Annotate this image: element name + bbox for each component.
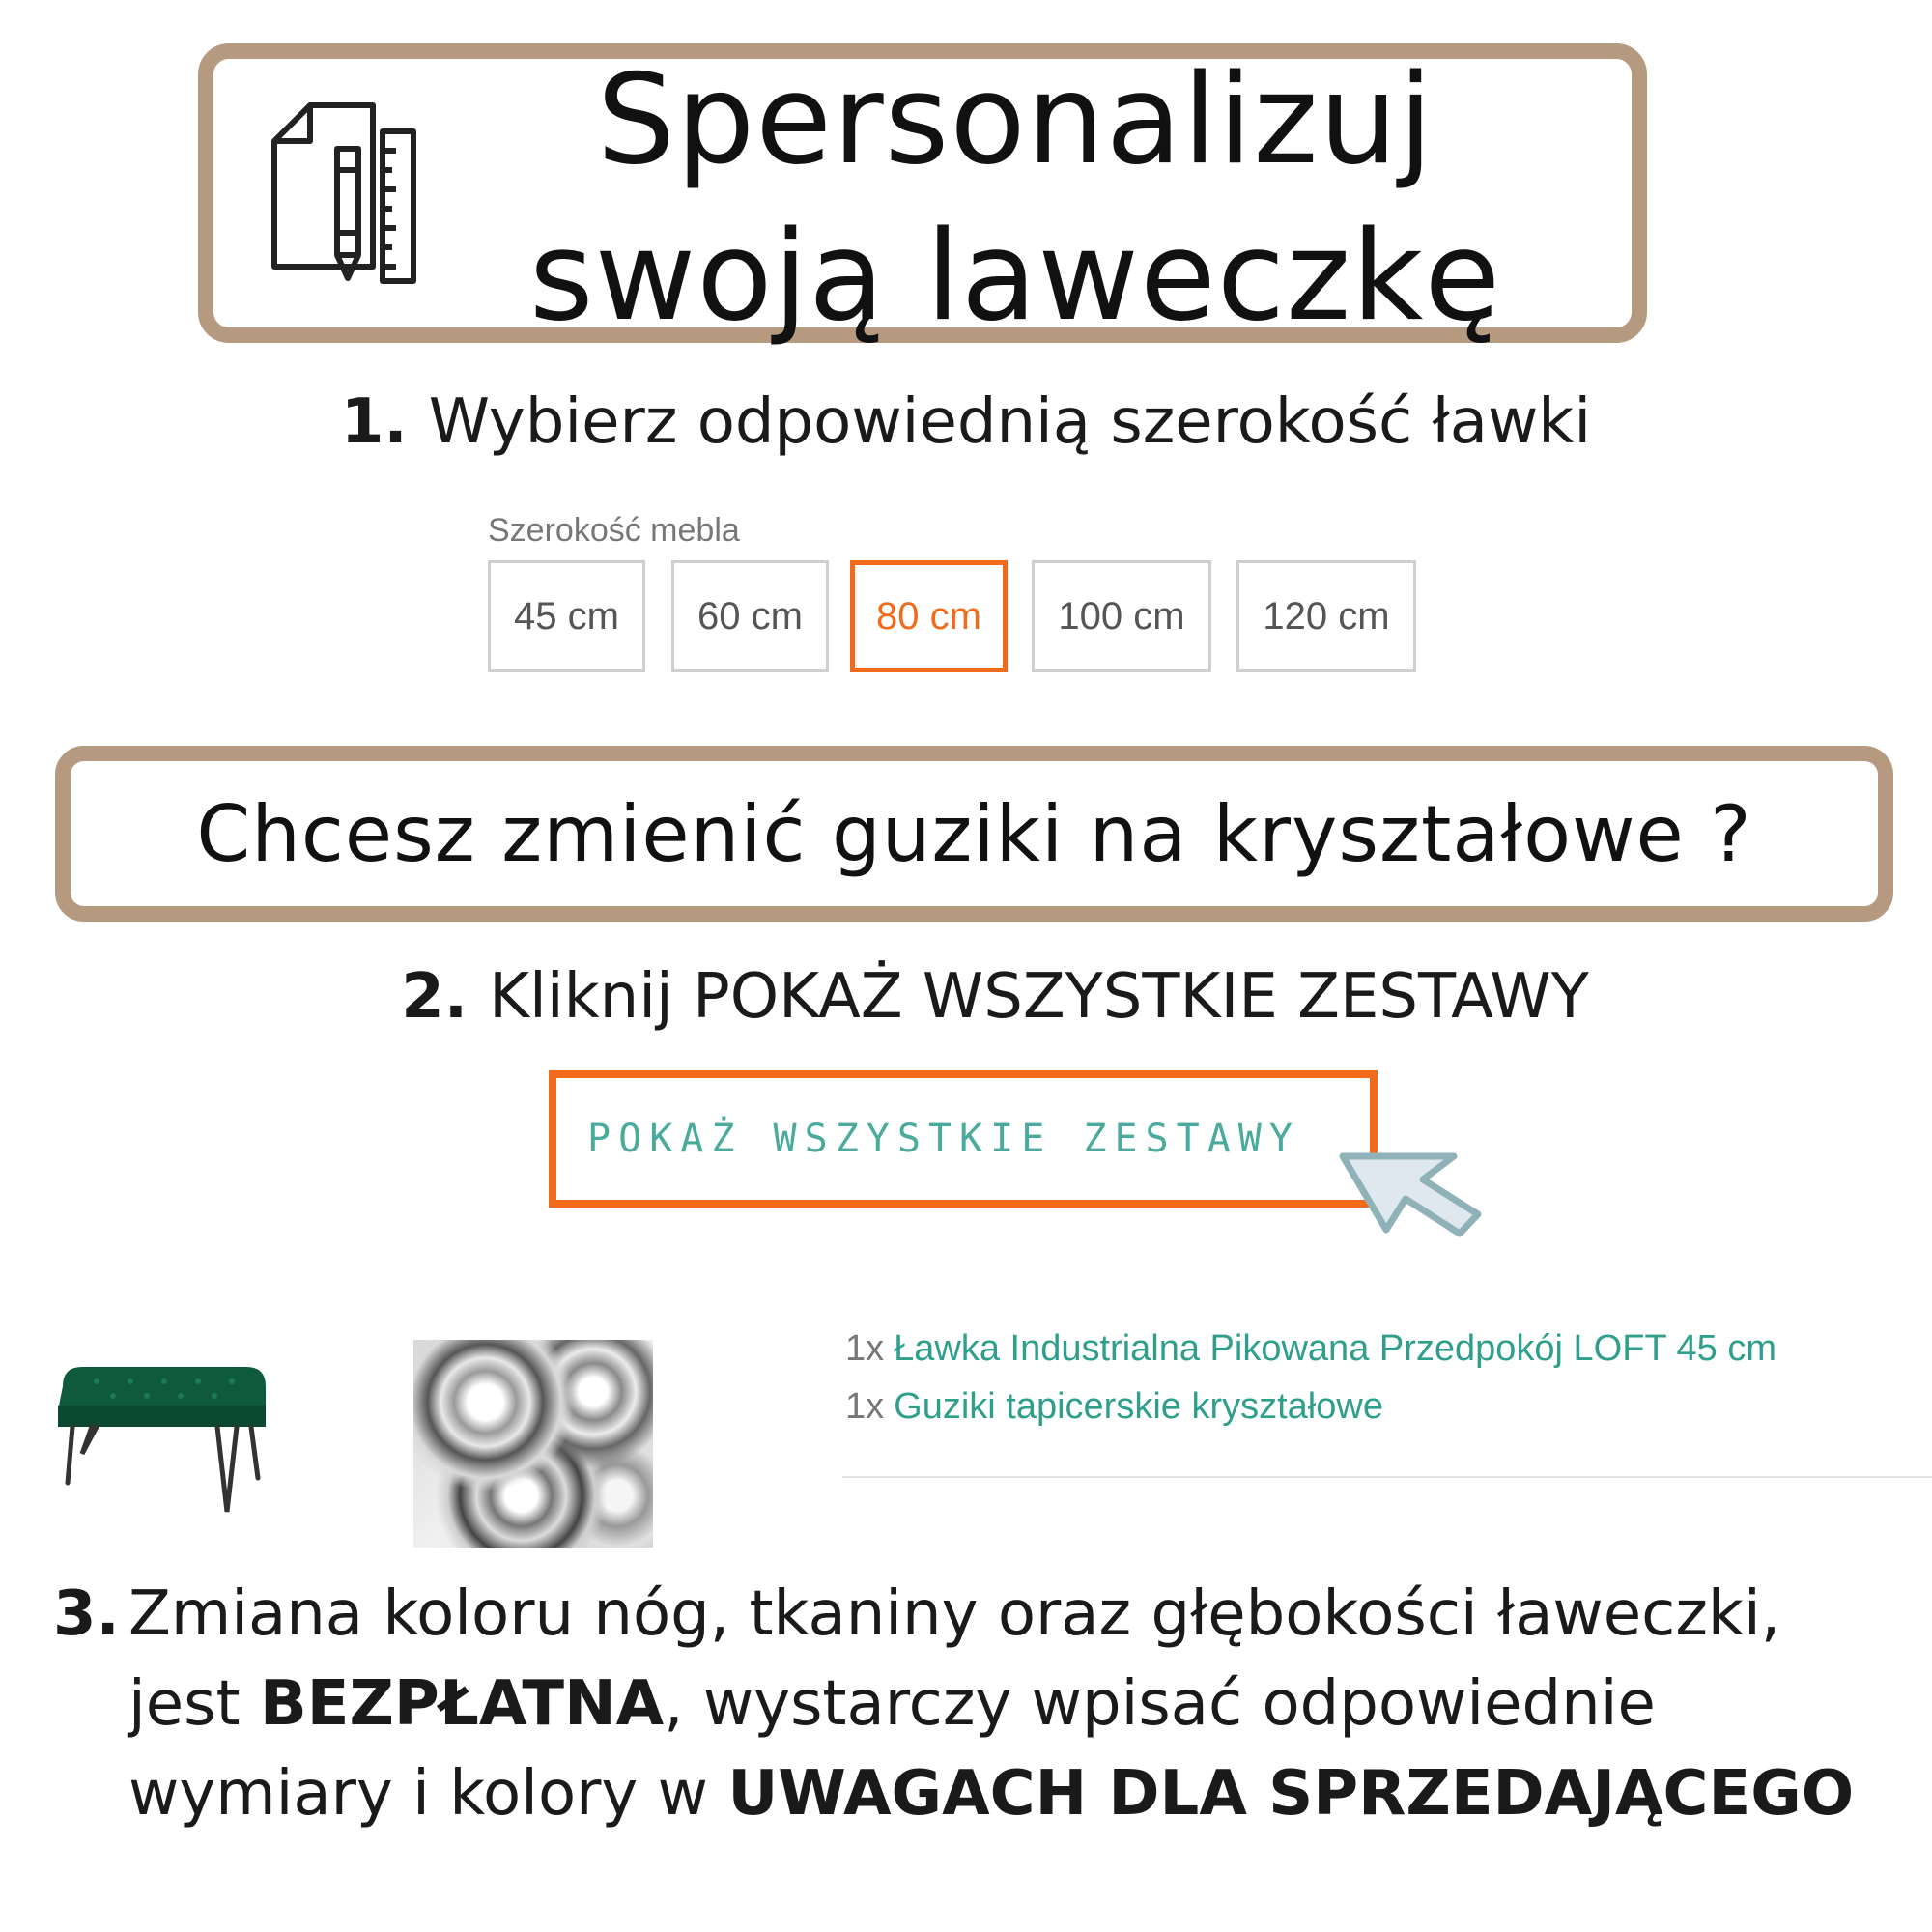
divider bbox=[842, 1476, 1932, 1478]
step-1-text: Wybierz odpowiednią szerokość ławki bbox=[428, 386, 1592, 458]
set-item-qty: 1x bbox=[845, 1328, 885, 1369]
step-3-line-2 bbox=[128, 1660, 1908, 1749]
step-3-line-1: Zmiana koloru nóg, tkaniny oraz głębokości ławeczki, bbox=[128, 1578, 1781, 1650]
cursor-arrow-icon bbox=[1338, 1145, 1483, 1251]
bench-product-image bbox=[53, 1357, 270, 1521]
design-tools-icon bbox=[271, 102, 416, 286]
width-option-60[interactable]: 60 cm bbox=[671, 560, 829, 672]
question-text: Chcesz zmienić guziki na kryształowe ? bbox=[196, 788, 1752, 879]
show-all-sets-label: POKAŻ WSZYSTKIE ZESTAWY bbox=[587, 1117, 1300, 1161]
set-item-qty: 1x bbox=[845, 1386, 885, 1427]
set-item-link[interactable]: Ławka Industrialna Pikowana Przedpokój LOFT 45 cm bbox=[894, 1328, 1777, 1369]
title-line-1: Spersonalizuj bbox=[596, 48, 1435, 192]
step-2-instruction bbox=[0, 961, 1932, 1033]
step-3-line-3 bbox=[128, 1749, 1908, 1839]
show-all-sets-button[interactable] bbox=[549, 1070, 1378, 1208]
step-1-instruction bbox=[0, 386, 1932, 458]
width-option-120[interactable]: 120 cm bbox=[1236, 560, 1416, 672]
set-item[interactable] bbox=[845, 1386, 1383, 1428]
width-option-100[interactable]: 100 cm bbox=[1032, 560, 1211, 672]
step-3-text: jest bbox=[128, 1668, 260, 1740]
width-selector-label: Szerokość mebla bbox=[488, 512, 740, 549]
set-item[interactable] bbox=[845, 1328, 1776, 1370]
step-3-text: wymiary i kolory w bbox=[128, 1758, 728, 1830]
seller-notes-highlight: UWAGACH DLA SPRZEDAJĄCEGO bbox=[727, 1758, 1855, 1830]
step-3-instruction bbox=[53, 1570, 1908, 1839]
set-item-link[interactable]: Guziki tapicerskie kryształowe bbox=[894, 1386, 1383, 1427]
width-option-45[interactable]: 45 cm bbox=[488, 560, 645, 672]
free-highlight: BEZPŁATNA bbox=[259, 1668, 665, 1740]
question-box bbox=[55, 746, 1893, 922]
header-box bbox=[198, 43, 1647, 349]
crystal-buttons-image bbox=[413, 1340, 653, 1548]
page-title bbox=[407, 48, 1624, 349]
step-2-number: 2. bbox=[401, 961, 469, 1033]
width-option-80-selected[interactable]: 80 cm bbox=[850, 560, 1008, 672]
step-1-number: 1. bbox=[340, 386, 408, 458]
title-line-2: swoją laweczkę bbox=[528, 205, 1502, 349]
step-3-text: , wystarczy wpisać odpowiednie bbox=[664, 1668, 1656, 1740]
step-3-number: 3. bbox=[53, 1578, 120, 1650]
step-2-text: Kliknij POKAŻ WSZYSTKIE ZESTAWY bbox=[489, 961, 1589, 1033]
